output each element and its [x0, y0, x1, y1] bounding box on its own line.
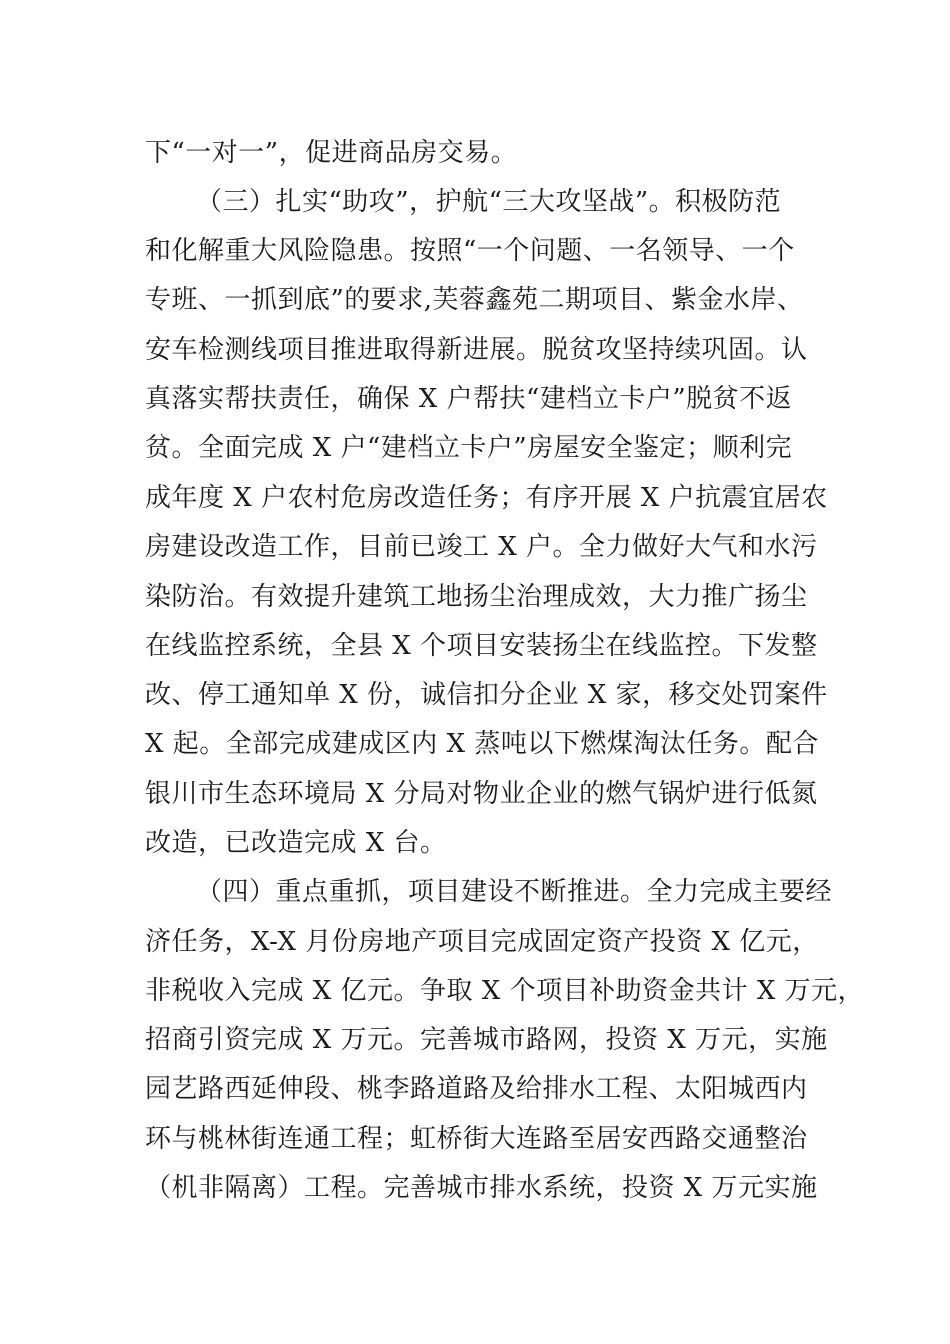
text-line: 贫。全面完成 X 户“建档立卡户”房屋安全鉴定；顺利完: [145, 433, 793, 463]
text-line: 真落实帮扶责任，确保 X 户帮扶“建档立卡户”脱贫不返: [145, 384, 793, 414]
text-line: 和化解重大风险隐患。按照“一个问题、一名领导、一个: [145, 236, 795, 266]
text-line: 非税收入完成 X 亿元。争取 X 个项目补助资金共计 X 万元，: [145, 976, 865, 1006]
text-line: 环与桃林街连通工程；虹桥街大连路至居安西路交通整治: [145, 1124, 808, 1154]
text-line: 成年度 X 户农村危房改造任务；有序开展 X 户抗震宜居农: [145, 483, 828, 513]
text-line: 染防治。有效提升建筑工地扬尘治理成效，大力推广扬尘: [145, 582, 808, 612]
text-line: 房建设改造工作，目前已竣工 X 户。全力做好大气和水污: [145, 532, 818, 562]
text-line: 银川市生态环境局 X 分局对物业企业的燃气锅炉进行低氮: [145, 779, 818, 809]
text-line: 在线监控系统，全县 X 个项目安装扬尘在线监控。下发整: [145, 631, 818, 661]
text-line: 专班、一抓到底”的要求,芙蓉鑫苑二期项目、紫金水岸、: [145, 285, 804, 315]
section-heading-3: （三）扎实“助攻”，护航“三大攻坚战”。积极防范: [196, 187, 782, 217]
text-line: 改、停工通知单 X 份，诚信扣分企业 X 家，移交处罚案件: [145, 680, 828, 710]
text-line: 园艺路西延伸段、桃李路道路及给排水工程、太阳城西内: [145, 1074, 808, 1104]
section-heading-4: （四）重点重抓，项目建设不断推进。全力完成主要经: [196, 877, 833, 907]
text-line: 改造，已改造完成 X 台。: [145, 828, 447, 858]
text-line: 济任务，X-X 月份房地产项目完成固定资产投资 X 亿元，: [145, 927, 819, 957]
text-line: （机非隔离）工程。完善城市排水系统，投资 X 万元实施: [145, 1173, 818, 1203]
text-line: 下“一对一”，促进商品房交易。: [145, 138, 518, 168]
text-line: 安车检测线项目推进取得新进展。脱贫攻坚持续巩固。认: [145, 335, 808, 365]
text-line: 招商引资完成 X 万元。完善城市路网，投资 X 万元，实施: [145, 1025, 828, 1055]
text-line: X 起。全部完成建成区内 X 蒸吨以下燃煤淘汰任务。配合: [145, 729, 819, 759]
